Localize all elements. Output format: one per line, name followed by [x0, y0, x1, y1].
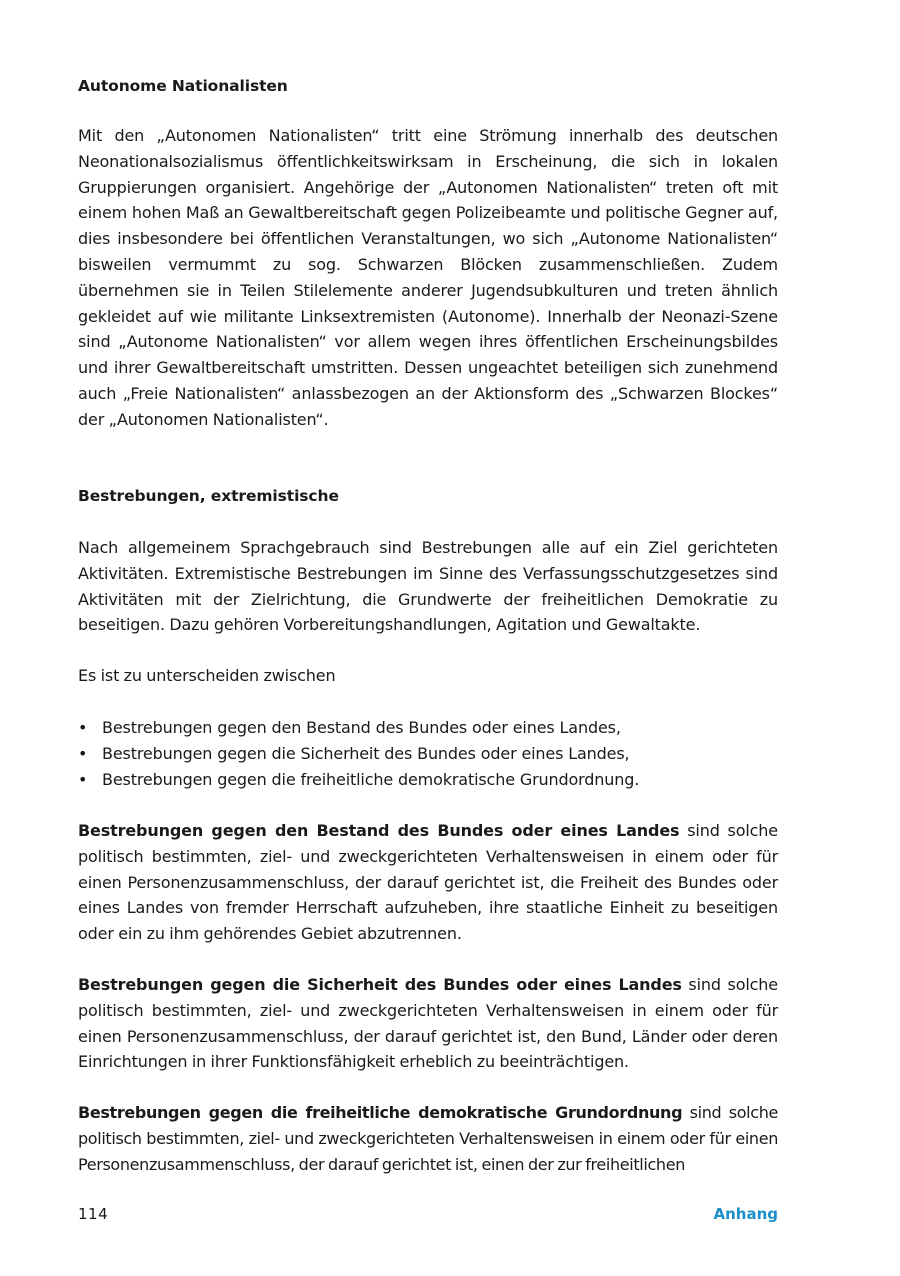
list-item-text: Bestrebungen gegen den Bestand des Bundes oder eines Landes, — [102, 718, 621, 737]
list-item — [78, 715, 778, 741]
document-page — [78, 0, 778, 1276]
definition-grundordnung — [78, 1100, 778, 1177]
page-number: 114 — [78, 1205, 109, 1223]
definition-text: sind solche politisch bestimmten, ziel- und zweckgerichteten Verhaltensweisen in einem oder für einen Personenzusammenschluss, der darauf gerichtet ist, die Freiheit des Bundes oder eines Landes von fremder Herrschaft aufzuheben, ihre staatliche Einheit zu beseitigen oder ein zu ihm gehörendes Gebiet abzutrennen. — [78, 821, 778, 944]
bestrebungen-list — [78, 715, 778, 792]
definition-sicherheit — [78, 972, 778, 1075]
bullet-icon: • — [78, 769, 88, 789]
list-item-text: Bestrebungen gegen die Sicherheit des Bundes oder eines Landes, — [102, 743, 630, 763]
definition-text: sind solche politisch bestimmten, ziel- und zweckgerichteten Verhaltensweisen in einem oder für einen Personenzusammenschluss, der darauf gerichtet ist, einen der zur freiheitlichen — [78, 1103, 779, 1174]
heading-bestrebungen-extremistische: Bestrebungen, extremistische — [78, 487, 339, 505]
bullet-icon: • — [78, 718, 88, 737]
paragraph-unterscheiden: Es ist zu unterscheiden zwischen — [78, 666, 336, 685]
list-item — [78, 767, 778, 793]
list-item-text: Bestrebungen gegen die freiheitliche demokratische Grundordnung. — [102, 769, 640, 789]
paragraph-autonome-nationalisten: Mit den „Autonomen Nationalisten“ tritt eine Strömung innerhalb des deutschen Neonationalsozialismus öffentlichkeitswirksam in Erscheinung, die sich in lokalen Gruppierungen organisiert. Angehörige der „Autonomen Nationalisten“ treten oft mit einem hohen Maß an Gewaltbereitschaft gegen Polizeibeamte und politische Gegner auf, dies insbesondere bei öffentlichen Veranstaltungen, wo sich „Autonome Nationalisten“ bisweilen vermummt zu sog. Schwarzen Blöcken zusammenschließen. Zudem übernehmen sie in Teilen Stilelemente anderer Jugendsubkulturen und treten ähnlich gekleidet auf wie militante Linksextremisten (Autonome). Innerhalb der Neonazi-Szene sind „Autonome Nationalisten“ vor allem wegen ihres öffentlichen Erscheinungsbildes und ihrer Gewaltbereitschaft umstritten. Dessen ungeachtet beteiligen sich zunehmend auch „Freie Nationalisten“ anlassbezogen an der Aktionsform des „Schwarzen Blockes“ der „Autonomen Nationalisten“. — [78, 126, 778, 429]
paragraph-bestrebungen-intro: Nach allgemeinem Sprachgebrauch sind Bestrebungen alle auf ein Ziel gerichteten Aktivitäten. Extremistische Bestrebungen im Sinne des Verfassungsschutzgesetzes sind Aktivitäten mit der Zielrichtung, die Grundwerte der freiheitlichen Demokratie zu beseitigen. Dazu gehören Vorbereitungshandlungen, Agitation und Gewaltakte. — [78, 538, 778, 635]
heading-autonome-nationalisten: Autonome Nationalisten — [78, 77, 288, 95]
list-item — [78, 741, 778, 767]
definition-bestand — [78, 818, 778, 947]
definition-term: Bestrebungen gegen den Bestand des Bundes oder eines Landes — [78, 821, 680, 840]
definition-term: Bestrebungen gegen die freiheitliche demokratische Grundordnung — [78, 1103, 683, 1122]
bullet-icon: • — [78, 743, 88, 763]
definition-text: sind solche politisch bestimmten, ziel- und zweckgerichteten Verhaltensweisen in einem oder für einen Personenzusammenschluss, der darauf gerichtet ist, den Bund, Länder oder deren Einrichtungen in ihrer Funktionsfähigkeit erheblich zu beeinträchtigen. — [78, 975, 778, 1072]
definition-term: Bestrebungen gegen die Sicherheit des Bundes oder eines Landes — [78, 975, 682, 994]
section-label: Anhang — [713, 1205, 778, 1223]
